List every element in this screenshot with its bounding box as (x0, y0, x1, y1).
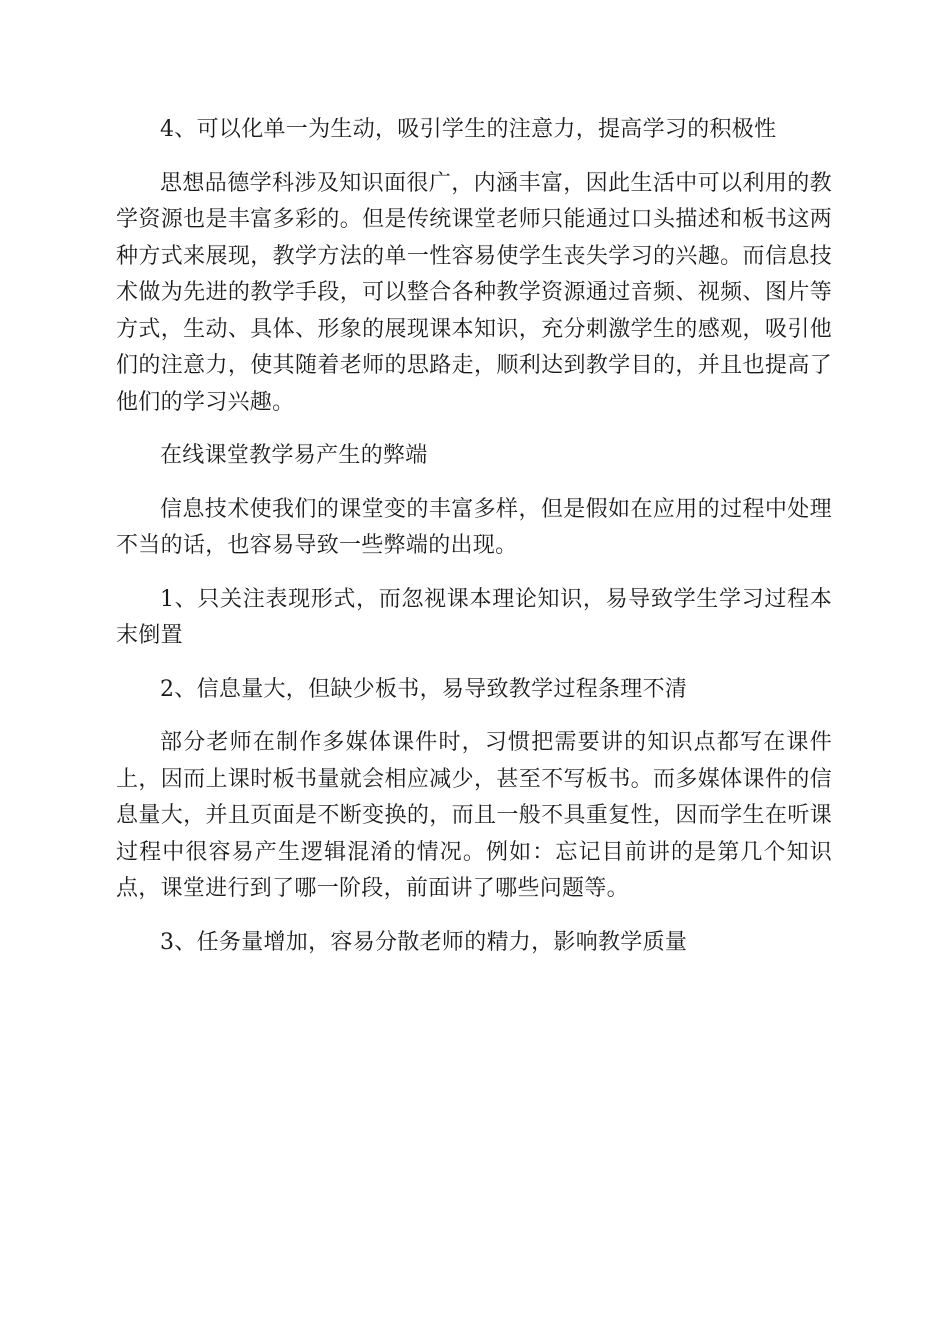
document-body (116, 112, 832, 978)
list-item-heading-3: 3、任务量增加，容易分散老师的精力，影响教学质量 (160, 929, 688, 955)
list-item-heading-4: 4、可以化单一为生动，吸引学生的注意力，提高学习的积极性 (160, 117, 777, 142)
section-heading: 在线课堂教学易产生的弊端 (160, 443, 428, 468)
body-paragraph: 信息技术使我们的课堂变的丰富多样，但是假如在应用的过程中处理不当的话，也容易导致一些弊端的出现。 (116, 496, 832, 558)
body-paragraph: 部分老师在制作多媒体课件时，习惯把需要讲的知识点都写在课件上，因而上课时板书量就会相应减少，甚至不写板书。而多媒体课件的信息量大，并且页面是不断变换的，而且一般不具重复性，因而学生在听课过程中很容易产生逻辑混淆的情况。例如：忘记目前讲的是第几个知识点，课堂进行到了哪一阶段，前面讲了哪些问题等。 (116, 730, 832, 901)
list-item-heading-2: 2、信息量大，但缺少板书，易导致教学过程条理不清 (160, 676, 688, 702)
body-paragraph: 思想品德学科涉及知识面很广，内涵丰富，因此生活中可以利用的教学资源也是丰富多彩的。但是传统课堂老师只能通过口头描述和板书这两种方式来展现，教学方法的单一性容易使学生丧失学习的兴趣。而信息技术做为先进的教学手段，可以整合各种教学资源通过音频、视频、图片等方式，生动、具体、形象的展现课本知识，充分刺激学生的感观，吸引他们的注意力，使其随着老师的思路走，顺利达到教学目的，并且也提高了他们的学习兴趣。 (116, 170, 832, 415)
list-item-heading-1: 1、只关注表现形式，而忽视课本理论知识，易导致学生学习过程本末倒置 (116, 586, 832, 648)
